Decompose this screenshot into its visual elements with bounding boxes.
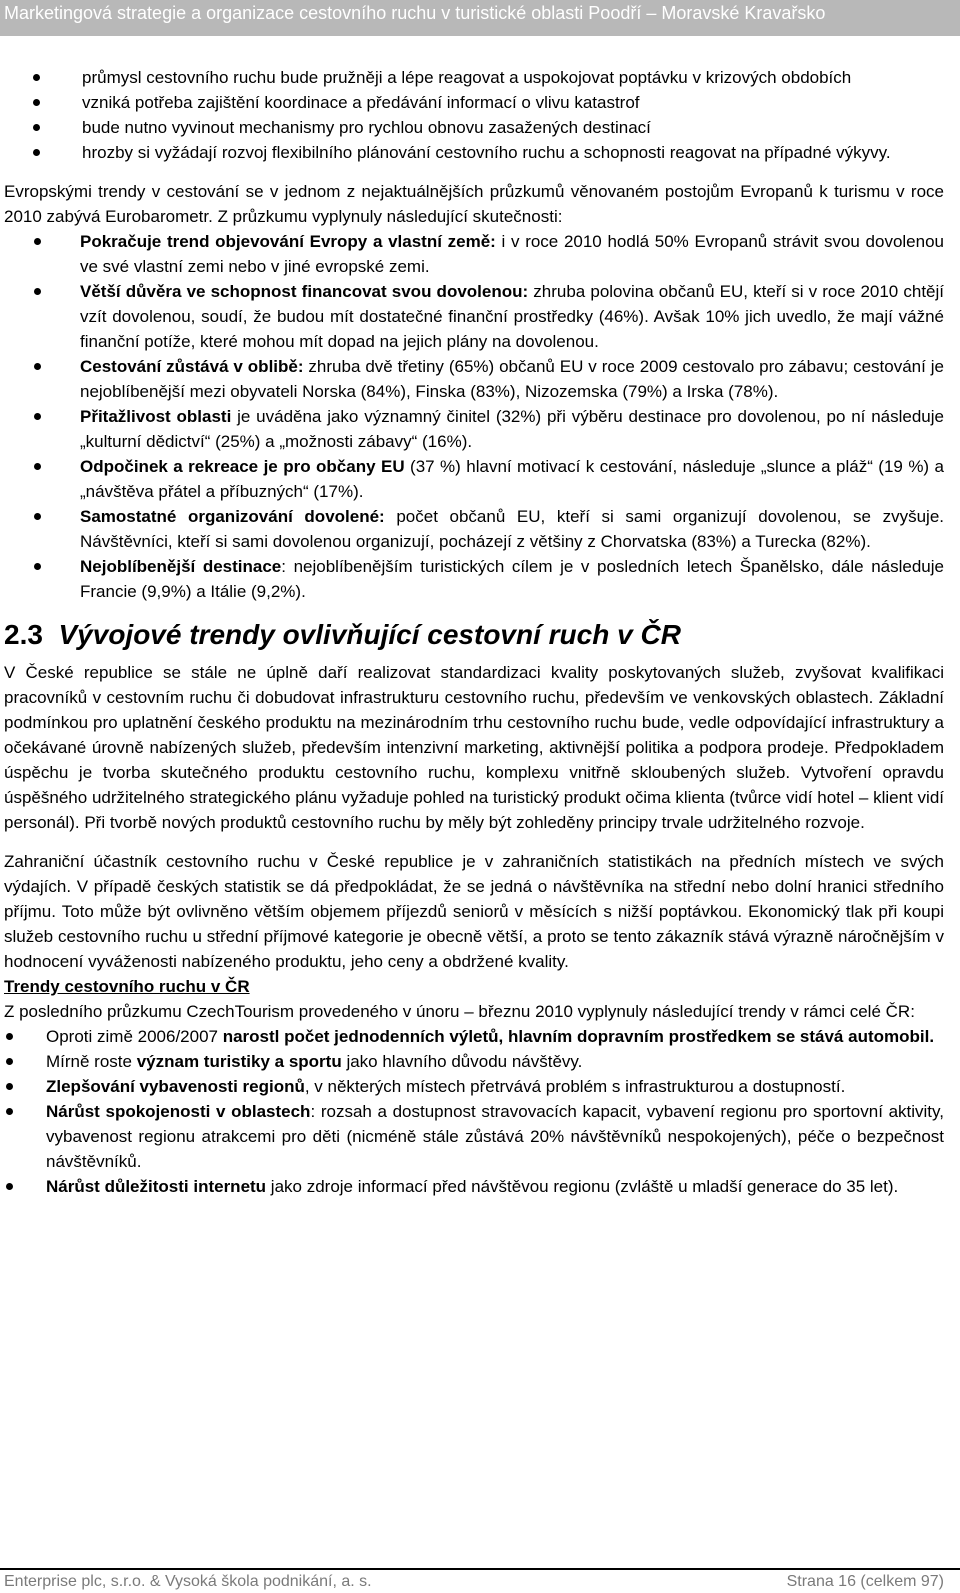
bullet-icon bbox=[6, 1108, 13, 1115]
list-item: průmysl cestovního ruchu bude pružněji a lépe reagovat a uspokojovat poptávku v krizových obdobích bbox=[0, 65, 960, 90]
bullet-icon bbox=[6, 1083, 13, 1090]
list-item: Zlepšování vybavenosti regionů, v některých místech přetrvává problém s infrastrukturou a dostupností. bbox=[0, 1074, 960, 1099]
page-content bbox=[0, 65, 960, 1199]
list-item: Oproti zimě 2006/2007 narostl počet jednodenních výletů, hlavním dopravním prostředkem se stává automobil. bbox=[0, 1024, 960, 1049]
bullet-icon bbox=[34, 238, 41, 245]
list-item: bude nutno vyvinout mechanismy pro rychlou obnovu zasažených destinací bbox=[0, 115, 960, 140]
bullet-icon bbox=[6, 1033, 13, 1040]
paragraph: Z posledního průzkumu CzechTourism provedeného v únoru – březnu 2010 vyplynuly následující trendy v rámci celé ČR: bbox=[4, 1002, 915, 1021]
page-footer bbox=[0, 1568, 960, 1593]
bullet-icon bbox=[33, 74, 40, 81]
list-item: Samostatné organizování dovolené: počet občanů EU, kteří si sami organizují dovolenou, se zvyšuje. Návštěvníci, kteří si sami dovolenou organizují, pocházejí z většiny z Chorvatska (83%) a Turecka (82%). bbox=[0, 504, 960, 554]
bullet-icon bbox=[33, 99, 40, 106]
cr-trends-bullet-list bbox=[0, 1024, 960, 1199]
bullet-icon bbox=[34, 513, 41, 520]
bullet-icon bbox=[34, 363, 41, 370]
bullet-icon bbox=[34, 413, 41, 420]
list-item: Nejoblíbenější destinace: nejoblíbenějším turistických cílem je v posledních letech Španělsko, dále následuje Francie (9,9%) a Itálie (9,2%). bbox=[0, 554, 960, 604]
list-item: Přitažlivost oblasti je uváděna jako významný činitel (32%) při výběru destinace pro dovolenou, po ní následuje „kulturní dědictví“ (25%) a „možnosti zábavy“ (16%). bbox=[0, 404, 960, 454]
footer-publisher: Enterprise plc, s.r.o. & Vysoká škola podnikání, a. s. bbox=[4, 1573, 372, 1590]
crisis-bullet-list bbox=[0, 65, 960, 165]
list-item: Odpočinek a rekreace je pro občany EU (37 %) hlavní motivací k cestování, následuje „slunce a pláž“ (19 %) a „návštěva přátel a příbuzných“ (17%). bbox=[0, 454, 960, 504]
paragraph: Zahraniční účastník cestovního ruchu v České republice je v zahraničních statistikách na předních místech ve svých výdajích. V případě českých statistik se dá předpokládat, že se jedná o návštěvníka na střední nebo dolní hranici středního příjmu. Toto může být ovlivněno větším objemem příjezdů seniorů v měsících s nižší poptávkou. Ekonomický tlak při koupi služeb cestovního ruchu u střední příjmové kategorie je obecně větší, a proto se tento zákazník stává výrazně náročnějším v hodnocení vyváženosti nabízeného produktu, jeho ceny a obdržené kvality. bbox=[4, 852, 944, 971]
list-item: Cestování zůstává v oblibě: zhruba dvě třetiny (65%) občanů EU v roce 2009 cestovalo pro zábavu; cestování je nejoblíbenější mezi obyvateli Norska (84%), Finska (83%), Nizozemska (79%) a Irska (78%). bbox=[0, 354, 960, 404]
list-item: Mírně roste význam turistiky a sportu jako hlavního důvodu návštěvy. bbox=[0, 1049, 960, 1074]
section-heading: 2.3 Vývojové trendy ovlivňující cestovní ruch v ČR bbox=[4, 619, 681, 650]
paragraph: V České republice se stále ne úplně daří realizovat standardizaci kvality poskytovaných služeb, zvyšovat kvalifikaci pracovníků v cestovním ruchu či dobudovat infrastrukturu cestovního ruchu, především ve venkovských oblastech. Základní podmínkou pro uplatnění českého produktu na mezinárodním trhu cestovního ruchu bude, vedle odpovídající infrastruktury a očekávané úrovně nabízených služeb, především intenzivní marketing, aktivnější politika a podpora prodeje. Předpokladem úspěchu je tvorba skutečného produktu cestovního ruchu, komplexu vnitřně skloubených služeb. Vytvoření opravdu úspěšného udržitelného strategického plánu vyžaduje pohled na turistický produkt očima klienta (tvůrce vidí hotel – klient vidí personál). Při tvorbě nových produktů cestovního ruchu by měly být zohleděny principy trvale udržitelného rozvoje. bbox=[4, 663, 944, 832]
list-item: hrozby si vyžádají rozvoj flexibilního plánování cestovního ruchu a schopnosti reagovat na případné výkyvy. bbox=[0, 140, 960, 165]
footer-page-number: Strana 16 (celkem 97) bbox=[786, 1573, 944, 1590]
list-item: Větší důvěra ve schopnost financovat svou dovolenou: zhruba polovina občanů EU, kteří si v roce 2010 chtějí vzít dovolenou, soudí, že budou mít dostatečné finanční prostředky (46%). Avšak 10% jich uvedlo, že mají vážné finanční potíže, které mohou mít dopad na jejich plány na dovolenou. bbox=[0, 279, 960, 354]
bullet-icon bbox=[34, 288, 41, 295]
bullet-icon bbox=[6, 1183, 13, 1190]
bullet-icon bbox=[6, 1058, 13, 1065]
list-item: Nárůst spokojenosti v oblastech: rozsah a dostupnost stravovacích kapacit, vybavení regionu pro sportovní aktivity, vybavenost regionu atrakcemi pro děti (nicméně stále zůstává 20% návštěvníků nespokojených), péče o bezpečnost návštěvníků. bbox=[0, 1099, 960, 1174]
bullet-icon bbox=[34, 463, 41, 470]
eurobarometer-intro: Evropskými trendy v cestování se v jednom z nejaktuálnějších průzkumů věnovaném postojům Evropanů k turismu v roce 2010 zabývá Eurobarometr. Z průzkumu vyplynuly následující skutečnosti: bbox=[4, 182, 944, 226]
list-item: Nárůst důležitosti internetu jako zdroje informací před návštěvou regionu (zvláště u mladší generace do 35 let). bbox=[0, 1174, 960, 1199]
eurobarometer-bullet-list bbox=[0, 229, 960, 604]
subheading: Trendy cestovního ruchu v ČR bbox=[4, 977, 250, 996]
bullet-icon bbox=[33, 149, 40, 156]
running-header: Marketingová strategie a organizace cestovního ruchu v turistické oblasti Poodří – Moravské Kravařsko bbox=[0, 0, 960, 36]
list-item: vzniká potřeba zajištění koordinace a předávání informací o vlivu katastrof bbox=[0, 90, 960, 115]
bullet-icon bbox=[33, 124, 40, 131]
bullet-icon bbox=[34, 563, 41, 570]
list-item: Pokračuje trend objevování Evropy a vlastní země: i v roce 2010 hodlá 50% Evropanů strávit svou dovolenou ve své vlastní zemi nebo v jiné evropské zemi. bbox=[0, 229, 960, 279]
